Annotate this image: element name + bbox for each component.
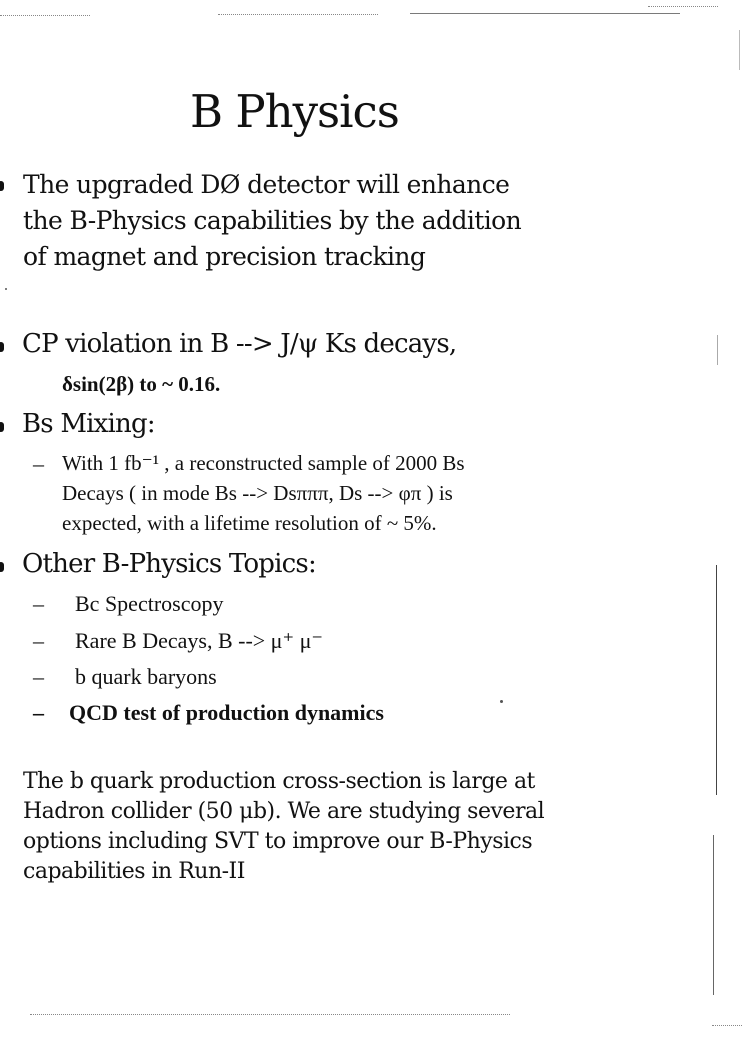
closing-line: options including SVT to improve our B-Physics — [23, 829, 533, 854]
bullet-marker — [0, 422, 4, 432]
intro-line: of magnet and precision tracking — [23, 242, 426, 271]
other-topics-heading: Other B-Physics Topics: — [22, 549, 316, 579]
bs-mixing-dash: – — [33, 451, 44, 476]
scan-speck — [5, 288, 7, 290]
scan-artifact-bottom-right — [712, 1025, 742, 1027]
scan-artifact-top-rule — [410, 13, 680, 14]
scan-artifact-right-edge-2 — [717, 335, 718, 365]
bullet-marker — [0, 342, 4, 352]
bs-mixing-line: With 1 fb⁻¹ , a reconstructed sample of 2000 Bs — [62, 451, 465, 475]
scan-artifact-bottom — [30, 1014, 510, 1016]
bs-mixing-line: Decays ( in mode Bs --> Dsπππ, Ds --> φπ ) is — [62, 481, 453, 505]
topic-item: b quark baryons — [75, 664, 217, 689]
closing-line: capabilities in Run-II — [23, 859, 245, 884]
bs-mixing-line: expected, with a lifetime resolution of ~ 5%. — [62, 511, 437, 535]
cp-violation-detail: δsin(2β) to ~ 0.16. — [62, 372, 221, 396]
scan-artifact-top-left — [0, 15, 90, 17]
bullet-marker — [0, 562, 4, 572]
intro-paragraph — [23, 167, 623, 275]
scan-artifact-right-edge-3 — [716, 565, 717, 795]
scan-artifact-top-right — [648, 6, 718, 8]
topic-dash: – — [33, 700, 44, 725]
scan-artifact-top-mid — [218, 14, 378, 16]
slide-title: B Physics — [190, 85, 399, 138]
bs-mixing-heading: Bs Mixing: — [22, 409, 155, 439]
closing-line: Hadron collider (50 μb). We are studying several — [23, 799, 545, 824]
topic-dash: – — [33, 628, 44, 653]
scan-speck — [500, 700, 503, 703]
topic-item: QCD test of production dynamics — [69, 700, 384, 725]
topic-dash: – — [33, 591, 44, 616]
intro-line: The upgraded DØ detector will enhance — [23, 170, 510, 199]
topic-dash: – — [33, 664, 44, 689]
topic-item: Bc Spectroscopy — [75, 591, 224, 616]
closing-line: The b quark production cross-section is large at — [23, 769, 535, 794]
cp-violation-heading: CP violation in B --> J/ψ Ks decays, — [22, 329, 457, 359]
scan-artifact-right-edge-4 — [713, 835, 714, 995]
topic-item: Rare B Decays, B --> μ⁺ μ⁻ — [75, 628, 323, 653]
closing-paragraph — [23, 767, 623, 887]
intro-line: the B-Physics capabilities by the addition — [23, 206, 522, 235]
scan-artifact-right-edge-1 — [739, 30, 740, 70]
bullet-marker — [0, 181, 4, 191]
